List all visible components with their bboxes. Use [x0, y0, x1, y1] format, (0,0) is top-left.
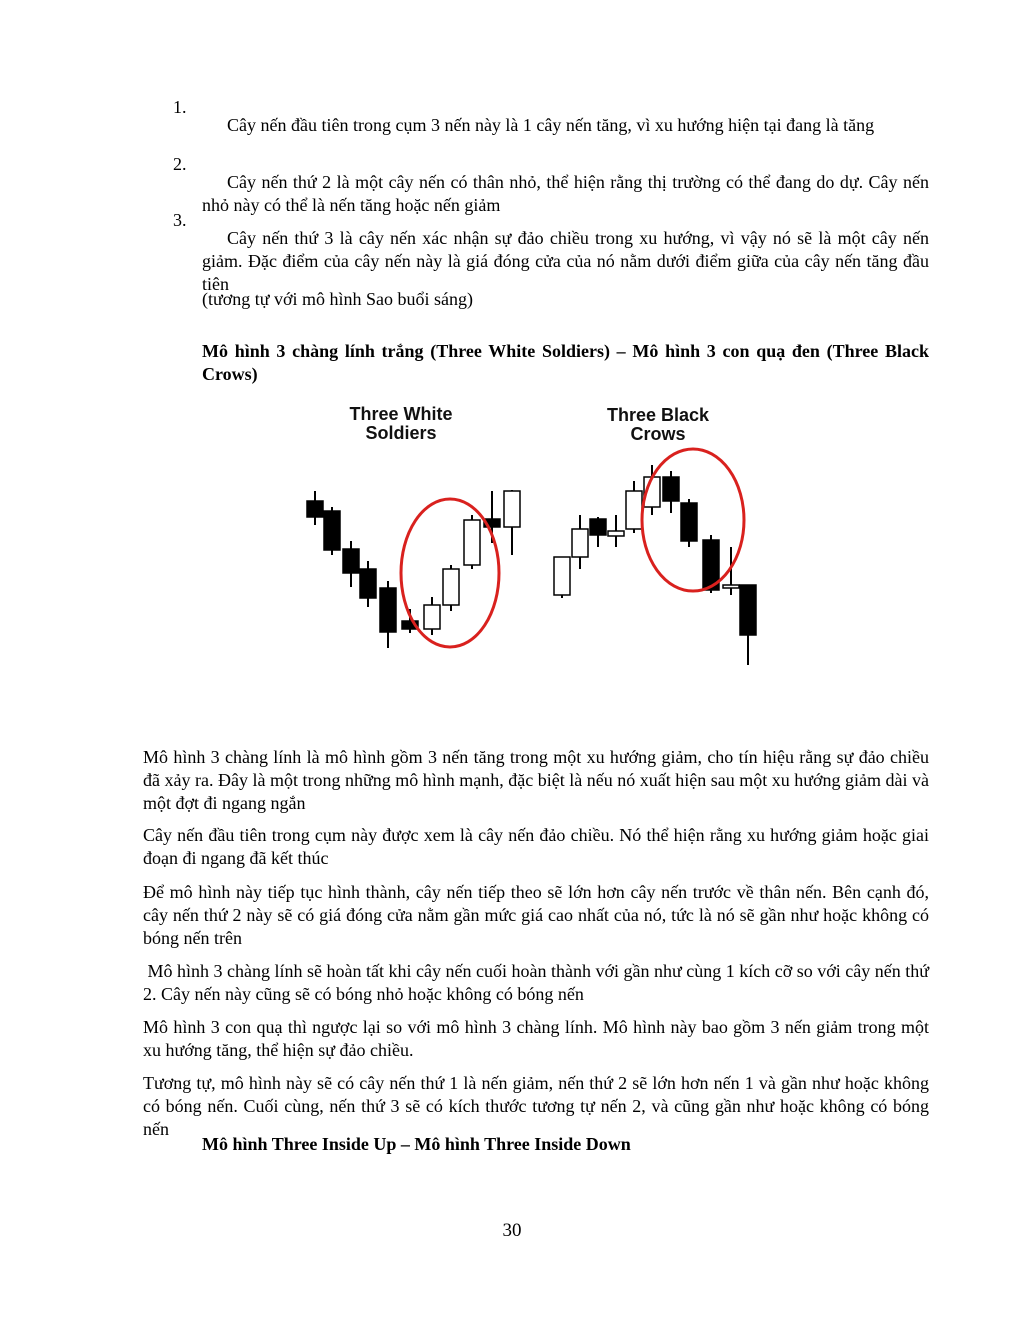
bearish-candle	[343, 549, 359, 573]
bullish-candle	[424, 605, 440, 629]
paragraph-1: Mô hình 3 chàng lính là mô hình gồm 3 nến tăng trong một xu hướng giảm, cho tín hiệu rằng sự đảo chiều đã xảy ra. Đây là một trong những mô hình mạnh, đặc biệt là nếu nó xuất hiện sau một xu hướng giảm dài và một đợt đi ngang ngắn	[143, 747, 929, 813]
bullish-candle	[723, 585, 739, 588]
bearish-candle	[663, 477, 679, 501]
figure-title-left-line1: Three White	[349, 404, 453, 424]
bullish-candle	[626, 491, 642, 529]
bearish-candle	[307, 501, 323, 517]
figure-title-left-line2: Soldiers	[365, 423, 437, 443]
bullish-candle	[572, 529, 588, 557]
section-heading: Mô hình 3 chàng lính trắng (Three White Soldiers) – Mô hình 3 con quạ đen (Three Black Crows)	[202, 341, 929, 384]
paragraph-3: Để mô hình này tiếp tục hình thành, cây nến tiếp theo sẽ lớn hơn cây nến trước về thân nến. Bên cạnh đó, cây nến thứ 2 này sẽ có giá đóng cửa nằm gần mức giá cao nhất của nó, tức là nó sẽ gần như hoặc không có bóng nến trên	[143, 882, 929, 948]
list-number-2: 2.	[173, 154, 187, 174]
page-number: 30	[502, 1220, 522, 1241]
bearish-candle	[380, 588, 396, 632]
list-number-3: 3.	[173, 210, 187, 230]
list-number-1: 1.	[173, 97, 187, 117]
list-item-3: Cây nến thứ 3 là cây nến xác nhận sự đảo chiều trong xu hướng, vì vậy nó sẽ là một cây nến giảm. Đặc điểm của cây nến này là giá đóng cửa của nó nằm dưới điểm giữa của cây nến tăng đầu tiên	[202, 228, 929, 294]
candlestick-series	[307, 465, 756, 665]
paragraph-4: Mô hình 3 chàng lính sẽ hoàn tất khi cây nến cuối hoàn thành với gần như cùng 1 kích cỡ so với cây nến thứ 2. Cây nến này cũng sẽ có bóng nhỏ hoặc không có bóng nến	[143, 961, 934, 1004]
bearish-candle	[681, 503, 697, 541]
bearish-candle	[590, 519, 606, 535]
note-text: (tương tự với mô hình Sao buổi sáng)	[202, 289, 474, 309]
section-heading-2: Mô hình Three Inside Up – Mô hình Three Inside Down	[202, 1134, 631, 1154]
bearish-candle	[360, 569, 376, 598]
bullish-candle	[443, 569, 459, 605]
bullish-candle	[504, 491, 520, 527]
figure-title-right-line2: Crows	[630, 424, 686, 444]
figure-title-right-line1: Three Black	[606, 405, 710, 425]
list-item-2: Cây nến thứ 2 là một cây nến có thân nhỏ, thể hiện rằng thị trường có thể đang do dự. Cây nến nhỏ này có thể là nến tăng hoặc nến giảm	[202, 172, 929, 215]
paragraph-6: Tương tự, mô hình này sẽ có cây nến thứ 1 là nến giảm, nến thứ 2 sẽ lớn hơn nến 1 và gần như hoặc không có bóng nến. Cuối cùng, nến thứ 3 sẽ có kích thước tương tự nến 2, và cũng gần như hoặc không có bóng nến	[143, 1073, 929, 1139]
bearish-candle	[740, 585, 756, 635]
bearish-candle	[324, 511, 340, 550]
list-item-1: Cây nến đầu tiên trong cụm 3 nến này là 1 cây nến tăng, vì xu hướng hiện tại đang là tăng	[227, 115, 875, 135]
paragraph-2: Cây nến đầu tiên trong cụm này được xem là cây nến đảo chiều. Nó thể hiện rằng xu hướng giảm hoặc giai đoạn đi ngang đã kết thúc	[143, 825, 929, 868]
bullish-candle	[464, 520, 480, 565]
paragraph-5: Mô hình 3 con quạ thì ngược lại so với mô hình 3 chàng lính. Mô hình này bao gồm 3 nến giảm trong một xu hướng tăng, thể hiện sự đảo chiều.	[143, 1017, 929, 1060]
bullish-candle	[608, 531, 624, 536]
bullish-candle	[554, 557, 570, 595]
candlestick-figure	[290, 395, 770, 680]
